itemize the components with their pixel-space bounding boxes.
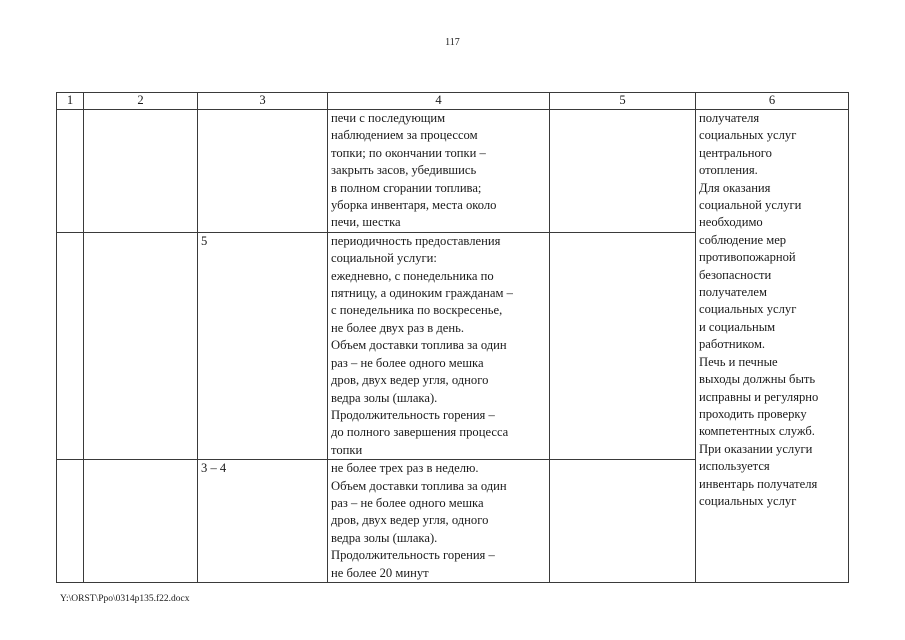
column-header: 4 <box>328 93 550 110</box>
column-header: 5 <box>550 93 696 110</box>
table-cell: периодичность предоставления социальной услуги: ежедневно, с понедельника по пятницу, а одиноким гражданам – с понедельника по воскресенье, не более двух раз в день. Объем доставки топлива за один раз – не более одного мешка дров, двух ведер угля, одного ведра золы (шлака). Продолжительность горения – до полного завершения процесса топки <box>328 232 550 459</box>
column-header: 6 <box>696 93 849 110</box>
table-cell <box>57 110 84 233</box>
requirements-cell: получателя социальных услуг центрального отопления. Для оказания социальной услуги необходимо соблюдение мер противопожарной безопасности получателем социальных услуг и социальным работником. Печь и печные выходы должны быть исправны и регулярно проходить проверку компетентных служб. При оказании услуги используется инвентарь получателя социальных услуг <box>696 110 849 583</box>
file-path-footer: Y:\ORST\Ppo\0314p135.f22.docx <box>60 594 190 604</box>
table-cell <box>84 232 198 459</box>
table-cell <box>57 460 84 583</box>
table-cell: 5 <box>198 232 328 459</box>
table-cell <box>84 460 198 583</box>
column-header: 3 <box>198 93 328 110</box>
table-cell: печи с последующим наблюдением за процессом топки; по окончании топки – закрыть засов, убедившись в полном сгорании топлива; уборка инвентаря, места около печи, шестка <box>328 110 550 233</box>
table-row <box>57 110 849 233</box>
table-cell <box>84 110 198 233</box>
table-header-row <box>57 93 849 110</box>
table-cell <box>550 110 696 233</box>
table-cell: не более трех раз в неделю. Объем доставки топлива за один раз – не более одного мешка дров, двух ведер угля, одного ведра золы (шлака). Продолжительность горения – не более 20 минут <box>328 460 550 583</box>
table-cell: 3 – 4 <box>198 460 328 583</box>
table-cell <box>550 232 696 459</box>
table-cell <box>198 110 328 233</box>
table-cell <box>550 460 696 583</box>
services-table <box>56 92 849 583</box>
page-number: 117 <box>445 37 460 48</box>
column-header: 2 <box>84 93 198 110</box>
table-cell <box>57 232 84 459</box>
column-header: 1 <box>57 93 84 110</box>
